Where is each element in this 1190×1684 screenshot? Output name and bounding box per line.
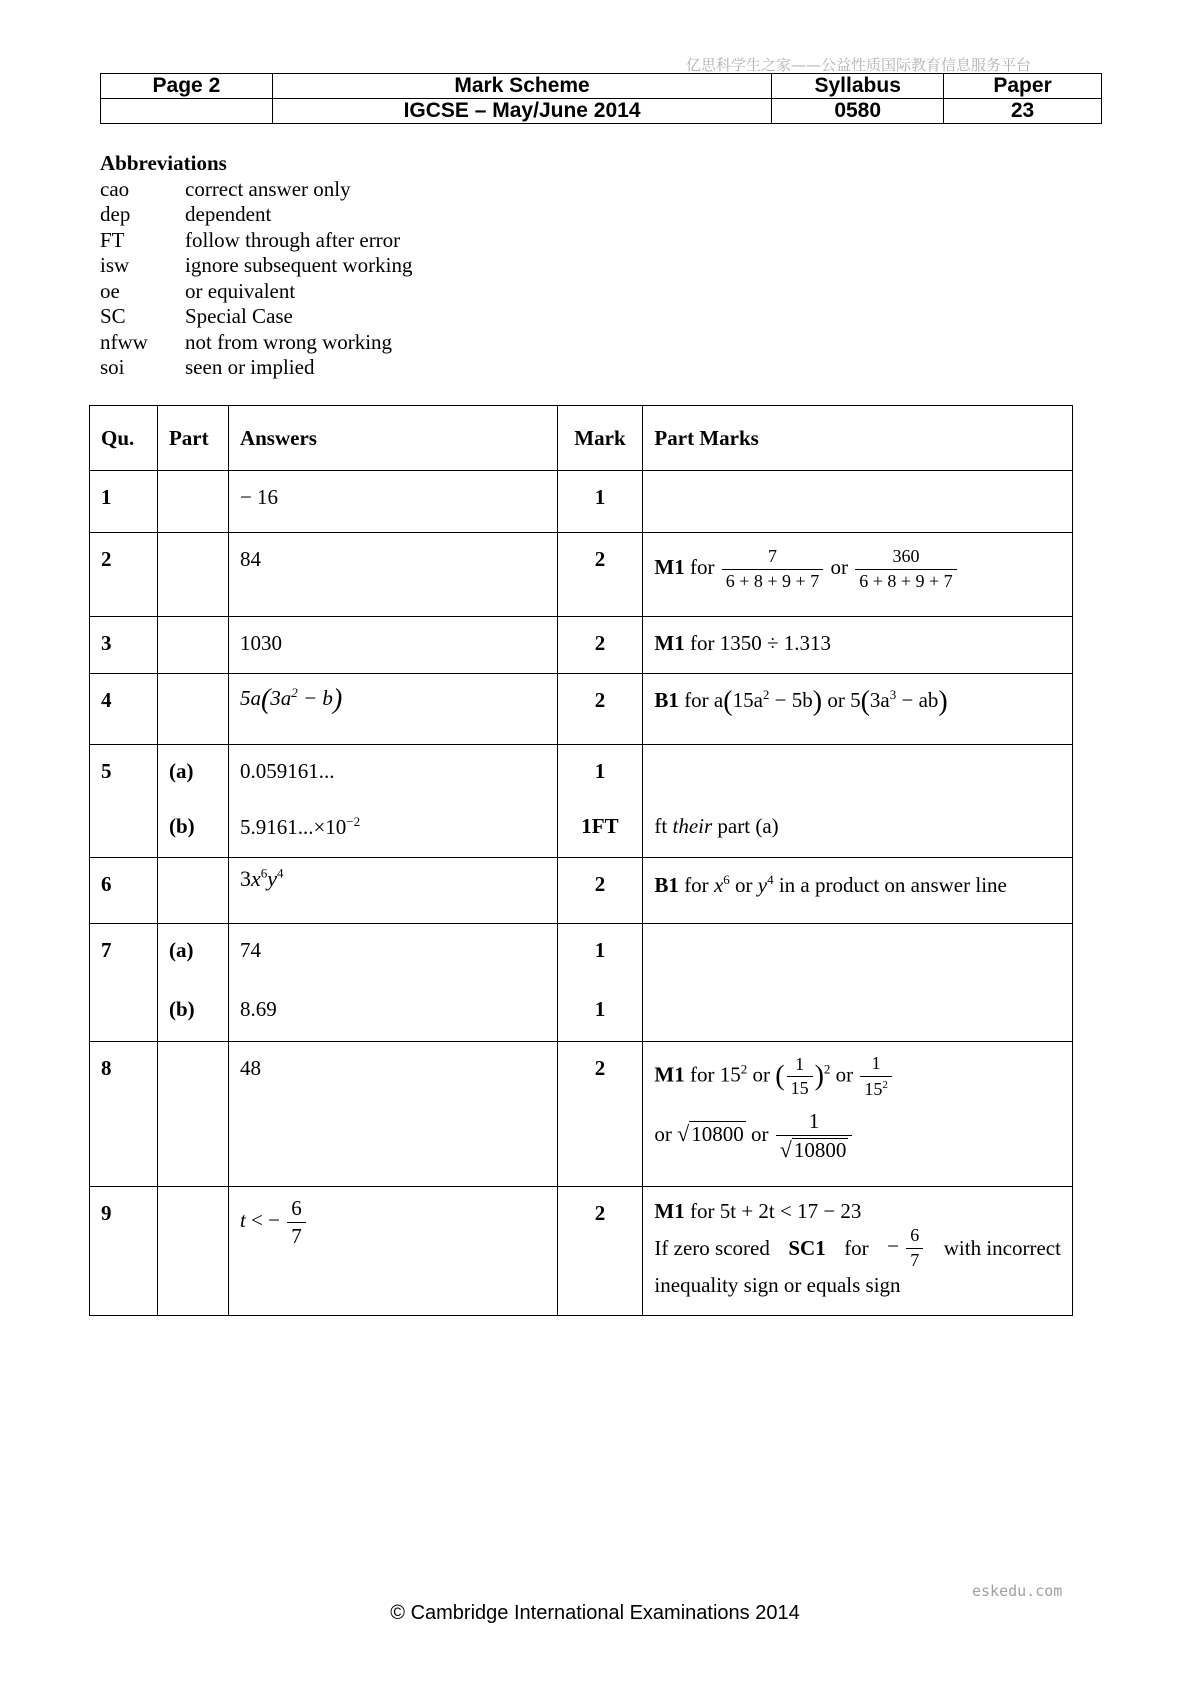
- fraction-denominator: 6 + 8 + 9 + 7: [855, 569, 956, 592]
- answer-text: 74: [239, 938, 261, 962]
- part-marks-cell: [643, 533, 1073, 617]
- mark-value: 1FT: [581, 814, 619, 838]
- answer-cell: 1030: [228, 617, 557, 674]
- col-header-mark: Mark: [557, 406, 643, 471]
- answer-cell: [228, 674, 557, 745]
- col-header-part: Part: [157, 406, 228, 471]
- scientific-mantissa: 5.9161...×10: [239, 815, 347, 839]
- answer-cell: [228, 1187, 557, 1316]
- table-row: [90, 1042, 1073, 1187]
- table-row: [90, 533, 1073, 617]
- part-label: (b): [168, 814, 195, 838]
- answer-text: [240, 814, 546, 840]
- part-marks-line: inequality sign or equals sign: [654, 1272, 901, 1297]
- mark-cell: 2: [557, 533, 643, 617]
- part-cell: [157, 617, 228, 674]
- question-number: 1: [90, 471, 158, 533]
- table-row: [90, 617, 1073, 674]
- abbreviation-meaning: follow through after error: [185, 227, 401, 252]
- abbreviation-meaning: seen or implied: [185, 355, 315, 379]
- abbreviation-meaning: not from wrong working: [185, 329, 393, 354]
- scientific-exponent: −2: [346, 814, 361, 829]
- watermark-top: 亿思科学生之家——公益性质国际教育信息服务平台: [686, 56, 1032, 74]
- answer-cell: 48: [228, 1042, 557, 1187]
- fraction-denominator: 6 + 8 + 9 + 7: [722, 569, 823, 592]
- mark-code: M1: [654, 555, 685, 580]
- part-cell: [157, 1042, 228, 1187]
- part-label: (a): [168, 938, 194, 962]
- part-cell: [157, 1187, 228, 1316]
- part-marks-text: for 5t + 2t < 17 − 23: [690, 1199, 862, 1223]
- mark-cell: 2: [557, 617, 643, 674]
- col-header-qu: Qu.: [90, 406, 158, 471]
- fraction: [287, 1197, 306, 1248]
- abbreviation-code: soi: [100, 355, 125, 379]
- part-label: (b): [168, 997, 195, 1021]
- fraction: $\frac{1}{15}$: [787, 1055, 813, 1100]
- mark-cell: 2: [557, 1187, 643, 1316]
- part-cell: [157, 674, 228, 745]
- abbreviation-row: [100, 177, 412, 203]
- mark-scheme-table: [89, 405, 1073, 1316]
- fraction-numerator: 6: [910, 1225, 920, 1245]
- question-number: 9: [90, 1187, 158, 1316]
- mark-cell: 2: [557, 1042, 643, 1187]
- abbreviation-code: oe: [100, 278, 120, 303]
- abbreviation-code: SC: [100, 304, 126, 328]
- answer-cell: [228, 858, 557, 924]
- abbreviation-meaning: ignore subsequent working: [185, 253, 413, 277]
- answer-cell: [228, 745, 557, 858]
- abbreviation-row: [100, 202, 412, 228]
- mark-code: SC1: [788, 1235, 826, 1260]
- table-header-row: [90, 406, 1073, 471]
- part-cell: [157, 533, 228, 617]
- part-marks-cell: [643, 471, 1073, 533]
- part-cell: [157, 924, 228, 1042]
- header-table: [100, 73, 1102, 124]
- table-row: [90, 1187, 1073, 1316]
- col-header-answers: Answers: [228, 406, 557, 471]
- abbreviation-code: nfww: [100, 329, 148, 354]
- fraction: 1 √ 10800: [776, 1110, 853, 1162]
- question-number: 2: [90, 533, 158, 617]
- header-empty-cell: [101, 99, 273, 124]
- mark-code: B1: [654, 873, 679, 897]
- fraction-numerator: 7: [767, 546, 777, 566]
- header-syllabus-label: Syllabus: [772, 74, 944, 99]
- question-number: 8: [90, 1042, 158, 1187]
- part-cell: [157, 745, 228, 858]
- math-expression: $3x^6y^4$: [239, 866, 284, 892]
- watermark-bottom: eskedu.com: [972, 1582, 1063, 1600]
- mark-value: 1: [594, 759, 606, 783]
- math-expression: $5a(3a^2 - b)$: [239, 684, 343, 715]
- part-marks-line: or √ 10800 or 1 √ 10800: [654, 1110, 1061, 1162]
- header-exam: IGCSE – May/June 2014: [272, 99, 771, 124]
- mark-code: B1: [654, 688, 679, 712]
- part-marks-cell: [643, 745, 1073, 858]
- question-number: 3: [90, 617, 158, 674]
- question-number: 5: [90, 745, 158, 858]
- abbreviation-code: dep: [100, 202, 131, 226]
- part-marks-text: with incorrect: [943, 1235, 1061, 1260]
- abbreviation-code: isw: [100, 253, 130, 277]
- table-row: [90, 674, 1073, 745]
- header-page: Page 2: [101, 74, 273, 99]
- part-marks-text: in a product on answer line: [778, 873, 1007, 897]
- abbreviation-row: [100, 253, 412, 279]
- abbreviation-row: [100, 355, 412, 381]
- fraction: [855, 547, 956, 592]
- fraction-numerator: 360: [892, 546, 920, 566]
- abbreviations: [100, 151, 412, 381]
- abbreviation-row: [100, 228, 412, 254]
- header-title: Mark Scheme: [272, 74, 771, 99]
- mark-cell: 1: [557, 471, 643, 533]
- part-marks-cell: [643, 1042, 1073, 1187]
- header-paper: 23: [944, 99, 1102, 124]
- answer-cell: − 16: [228, 471, 557, 533]
- abbreviation-meaning: correct answer only: [185, 176, 351, 201]
- mark-cell: 2: [557, 858, 643, 924]
- mark-code: M1: [654, 1199, 685, 1223]
- mark-value: 1: [594, 938, 606, 962]
- abbreviation-meaning: dependent: [185, 202, 272, 226]
- table-row: [90, 745, 1073, 858]
- header-paper-label: Paper: [944, 74, 1102, 99]
- question-number: 7: [90, 924, 158, 1042]
- answer-cell: [228, 924, 557, 1042]
- abbreviation-row: [100, 279, 412, 305]
- abbreviation-code: cao: [100, 176, 130, 201]
- for-text: for: [690, 555, 715, 580]
- question-number: 4: [90, 674, 158, 745]
- part-marks-line: If zero scored SC1 for − $\frac{6}{7}$ with incorrect: [654, 1225, 1061, 1270]
- abbreviations-title: Abbreviations: [100, 151, 227, 175]
- mark-cell: [557, 924, 643, 1042]
- abbreviation-code: FT: [100, 227, 125, 252]
- or-text: or: [830, 555, 848, 580]
- abbreviation-meaning: or equivalent: [185, 278, 296, 303]
- fraction-denominator: 7: [287, 1222, 306, 1248]
- fraction-denominator: 7: [906, 1248, 923, 1271]
- radicand: 10800: [691, 1121, 744, 1146]
- abbreviation-row: [100, 330, 412, 356]
- part-marks-text: If zero scored: [654, 1235, 770, 1260]
- table-row: [90, 858, 1073, 924]
- part-label: (a): [168, 759, 194, 783]
- footer-copyright: © Cambridge International Examinations 2014: [390, 1602, 800, 1624]
- answer-cell: 84: [228, 533, 557, 617]
- part-marks-line: [654, 1199, 1061, 1224]
- radicand: 10800: [793, 1137, 847, 1162]
- mark-cell: [557, 745, 643, 858]
- fraction-numerator: 6: [291, 1196, 302, 1220]
- mark-value: 1: [594, 997, 606, 1021]
- part-marks-line: M1 for $15^2$ or ( $\frac{1}{15}$ )$^2$ or $\frac{1}{15^2}$: [654, 1054, 1061, 1100]
- mark-code: M1: [654, 631, 685, 655]
- answer-text: 8.69: [239, 997, 277, 1021]
- abbreviation-row: [100, 304, 412, 330]
- header-syllabus: 0580: [772, 99, 944, 124]
- part-marks-emphasis: their: [672, 814, 713, 838]
- part-marks-cell: B1 for $x^6$ or $y^4$ in a product on answer line: [643, 858, 1073, 924]
- part-marks-cell: [643, 924, 1073, 1042]
- fraction: [722, 547, 823, 592]
- part-marks-text: part (a): [717, 814, 779, 838]
- square-root: √ 10800: [677, 1120, 744, 1146]
- col-header-part-marks: Part Marks: [643, 406, 1073, 471]
- mark-code: M1: [654, 1062, 685, 1087]
- abbreviation-meaning: Special Case: [185, 304, 293, 328]
- question-number: 6: [90, 858, 158, 924]
- answer-text: 0.059161...: [239, 759, 335, 783]
- fraction: [906, 1226, 923, 1271]
- part-marks-text: for 1350 ÷ 1.313: [690, 631, 832, 655]
- for-text: for: [844, 1235, 869, 1260]
- table-row: [90, 924, 1073, 1042]
- math-expression: t < − $\frac{6}{7}$: [240, 1208, 308, 1232]
- part-marks-cell: B1 for $a(15a^2 - 5b)$ or $5(3a^3 - ab)$: [643, 674, 1073, 745]
- fraction: $\frac{1}{15^2}$: [860, 1054, 892, 1100]
- table-row: [90, 471, 1073, 533]
- part-cell: [157, 471, 228, 533]
- part-marks-text: ft: [654, 814, 668, 838]
- part-marks-cell: [643, 617, 1073, 674]
- mark-cell: 2: [557, 674, 643, 745]
- part-cell: [157, 858, 228, 924]
- part-marks-cell: [643, 1187, 1073, 1316]
